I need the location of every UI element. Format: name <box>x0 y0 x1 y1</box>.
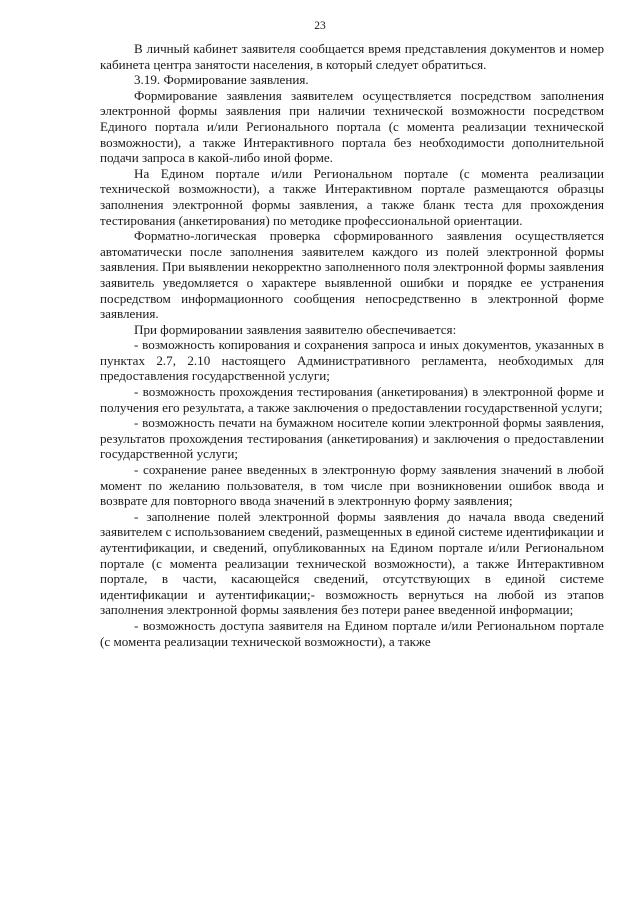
list-item-print: - возможность печати на бумажном носителе копии электронной формы заявления, результатов прохождения тестирования (анкетирования) и заключения о предоставлении государственной услуги; <box>100 415 604 462</box>
paragraph-format-check: Форматно-логическая проверка сформированного заявления осуществляется автоматически после заполнения заявителем каждого из полей электронной формы заявления. При выявлении некорректно заполненного поля электронной формы заявления заявитель уведомляется о характере выявленной ошибки и порядке ее устранения посредством информационного сообщения непосредственно в электронной форме заявления. <box>100 228 604 322</box>
list-item-access: - возможность доступа заявителя на Едином портале и/или Региональном портале (с момента реализации технической возможности), а также <box>100 617 604 649</box>
paragraph-provided-list-intro: При формировании заявления заявителю обеспечивается: <box>134 321 457 337</box>
paragraph-forming-application: Формирование заявления заявителем осуществляется посредством заполнения электронной формы заявления при наличии технической возможности посредством Единого портала и/или Регионального портала (с момента реализации технической возможности), а также Интерактивного портала без необходимости дополнительной подачи запроса в какой-либо иной форме. <box>100 87 604 166</box>
list-item-testing: - возможность прохождения тестирования (анкетирования) в электронной форме и получения его результата, а также заключения о предоставлении государственной услуги; <box>100 384 604 415</box>
list-item-copy-save: - возможность копирования и сохранения запроса и иных документов, указанных в пунктах 2.7, 2.10 настоящего Административного регламента, необходимых для предоставления государственной услуги; <box>100 337 604 384</box>
paragraph-portal-samples: На Едином портале и/или Региональном портале (с момента реализации технической возможности), а также Интерактивном портале размещаются образцы заполнения электронной формы заявления, а также бланк теста для прохождения тестирования (анкетирования) по методике профессиональной ориентации. <box>100 165 604 228</box>
list-item-prefill: - заполнение полей электронной формы заявления до начала ввода сведений заявителем с использованием сведений, размещенных в единой системе идентификации и аутентификации, и сведений, опубликованных на Едином портале и/или Региональном портале (с момента реализации технической возможности), а также Интерактивном портале, в части, касающейся сведений, отсутствующих в единой системе идентификации и аутентификации;- возможность вернуться на любой из этапов заполнения электронной формы заявления без потери ранее введенной информации; <box>100 508 604 618</box>
list-item-save-values: - сохранение ранее введенных в электронную форму заявления значений в любой момент по желанию пользователя, в том числе при возникновении ошибок ввода и возврате для повторного ввода значений в электронную форму заявления; <box>100 462 604 509</box>
page-number: 23 <box>314 20 326 32</box>
document-body <box>100 41 604 649</box>
section-heading-3-19: 3.19. Формирование заявления. <box>134 72 309 88</box>
paragraph-personal-cabinet: В личный кабинет заявителя сообщается время представления документов и номер кабинета центра занятости населения, в который следует обратиться. <box>100 41 604 72</box>
